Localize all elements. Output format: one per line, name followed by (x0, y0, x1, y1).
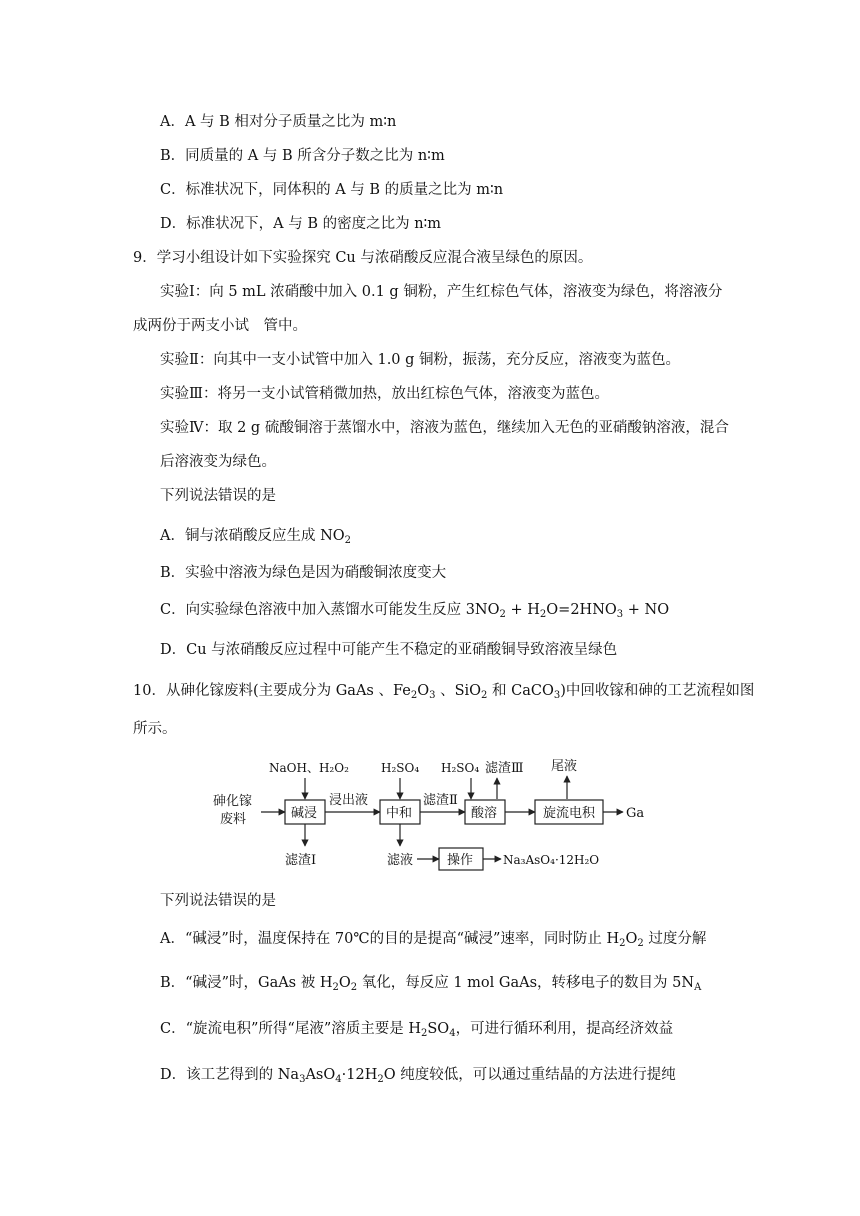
q10-stem-line2: 所示。 (133, 721, 177, 737)
q10-stem-text: 10．从砷化镓废料(主要成分为 GaAs 、Fe (133, 683, 411, 699)
flow-box2-label: 中和 (386, 806, 413, 821)
q9-option-c-text: C．向实验绿色溶液中加入蒸馏水可能发生反应 3NO (160, 602, 500, 618)
q9-option-c-text: + H (505, 602, 540, 618)
q10-option-a (160, 929, 706, 949)
subscript: A (694, 982, 702, 993)
flow-product2: Na₃AsO₄·12H₂O (503, 853, 600, 867)
subscript: 2 (332, 982, 339, 993)
subscript: 2 (344, 535, 352, 546)
flow-liquor: 浸出液 (329, 793, 369, 808)
q10-option-b-text: O (338, 975, 351, 991)
q9-exp4-line1: 实验Ⅳ：取 2 g 硫酸铜溶于蒸馏水中，溶液为蓝色，继续加入无色的亚硝酸钠溶液，混合 (160, 420, 729, 436)
q9-exp2: 实验Ⅱ：向其中一支小试管中加入 1.0 g 铜粉，振荡，充分反应，溶液变为蓝色。 (160, 352, 681, 368)
subscript: 3 (616, 609, 624, 620)
flow-box5-label: 操作 (447, 853, 474, 868)
q10-option-d (160, 1065, 676, 1085)
q10-option-a-text: O (625, 931, 638, 947)
q10-option-b (160, 973, 701, 993)
flow-box4-label: 旋流电积 (543, 806, 596, 821)
q10-ask: 下列说法错误的是 (160, 893, 276, 909)
subscript: 2 (350, 982, 358, 993)
q10-option-d-text: D．该工艺得到的 Na (160, 1067, 300, 1083)
q10-option-c-text: ，可进行循环利用，提高经济效益 (455, 1021, 674, 1037)
subscript: 4 (335, 1074, 342, 1085)
q9-option-c-text: O=2HNO (546, 602, 617, 618)
subscript: 2 (619, 938, 626, 949)
subscript: 2 (539, 609, 547, 620)
q8-option-d: D．标准状况下，A 与 B 的密度之比为 n∶m (160, 216, 442, 232)
flow-box3-label: 酸溶 (471, 806, 498, 821)
q8-option-b: B．同质量的 A 与 B 所含分子数之比为 n∶m (160, 148, 445, 164)
flow-box1-label: 碱浸 (291, 806, 318, 821)
flow-reagent1: NaOH、H₂O₂ (269, 761, 349, 775)
subscript: 2 (481, 690, 488, 701)
q9-exp1-line2: 成两份于两支小试 管中。 (133, 318, 307, 334)
process-flow-diagram (205, 752, 655, 881)
flow-tail: 尾液 (551, 759, 578, 774)
subscript: 3 (553, 690, 561, 701)
q10-option-d-text: AsO (305, 1067, 336, 1083)
q10-stem-text: O (417, 683, 430, 699)
subscript: 3 (299, 1074, 306, 1085)
flow-svg (205, 752, 655, 877)
flow-product1: Ga (626, 806, 645, 821)
q10-option-a-text: A．“碱浸”时，温度保持在 70℃的目的是提高“碱浸”速率，同时防止 H (160, 931, 620, 947)
q10-option-a-text: 过度分解 (643, 931, 707, 947)
flow-feed-line2: 废料 (220, 812, 247, 827)
q10-option-d-text: ·12H (341, 1067, 378, 1083)
subscript: 2 (637, 938, 644, 949)
flow-feed-line1: 砷化镓 (213, 794, 253, 809)
q9-ask: 下列说法错误的是 (160, 488, 276, 504)
q10-stem-text: 、SiO (435, 683, 482, 699)
q9-exp4-line2: 后溶液变为绿色。 (160, 454, 276, 470)
q8-option-a: A．A 与 B 相对分子质量之比为 m∶n (160, 114, 397, 130)
flow-reagent2: H₂SO₄ (381, 761, 420, 775)
q10-stem-text: 和 CaCO (487, 683, 554, 699)
q10-option-b-text: B．“碱浸”时，GaAs 被 H (160, 975, 333, 991)
flow-residue2: 滤渣Ⅱ (423, 793, 458, 808)
q10-stem-line1 (133, 681, 754, 701)
q10-option-b-text: 氧化，每反应 1 mol GaAs，转移电子的数目为 5N (357, 975, 695, 991)
q8-option-c: C．标准状况下，同体积的 A 与 B 的质量之比为 m∶n (160, 182, 504, 198)
subscript: 4 (449, 1028, 456, 1039)
subscript: 2 (499, 609, 506, 620)
flow-reagent3: H₂SO₄ (441, 761, 480, 775)
q9-exp3: 实验Ⅲ：将另一支小试管稍微加热，放出红棕色气体，溶液变为蓝色。 (160, 386, 609, 402)
q10-option-c (160, 1019, 673, 1039)
q10-option-c-text: C．“旋流电积”所得“尾液”溶质主要是 H (160, 1021, 421, 1037)
subscript: 2 (410, 690, 418, 701)
flow-residue3: 滤渣Ⅲ (485, 761, 524, 776)
q9-option-d: D．Cu 与浓硝酸反应过程中可能产生不稳定的亚硝酸铜导致溶液呈绿色 (160, 642, 618, 658)
subscript: 3 (429, 690, 436, 701)
flow-filtrate: 滤液 (387, 853, 414, 868)
subscript: 2 (377, 1074, 384, 1085)
q10-option-c-text: SO (427, 1021, 450, 1037)
q9-option-a (160, 526, 351, 546)
q9-option-c (160, 600, 669, 620)
q9-option-b: B．实验中溶液为绿色是因为硝酸铜浓度变大 (160, 565, 447, 581)
flow-residue1: 滤渣Ⅰ (285, 853, 317, 868)
q9-option-c-text: + NO (623, 602, 670, 618)
q9-exp1-line1: 实验Ⅰ：向 5 mL 浓硝酸中加入 0.1 g 铜粉，产生红棕色气体，溶液变为绿色，将溶液分 (160, 284, 723, 300)
subscript: 2 (421, 1028, 428, 1039)
q9-option-a-text: A．铜与浓硝酸反应生成 NO (160, 528, 345, 544)
q9-stem: 9．学习小组设计如下实验探究 Cu 与浓硝酸反应混合液呈绿色的原因。 (133, 250, 593, 266)
q10-option-d-text: O 纯度较低，可以通过重结晶的方法进行提纯 (383, 1067, 676, 1083)
q10-stem-text: )中回收镓和砷的工艺流程如图 (560, 683, 755, 699)
